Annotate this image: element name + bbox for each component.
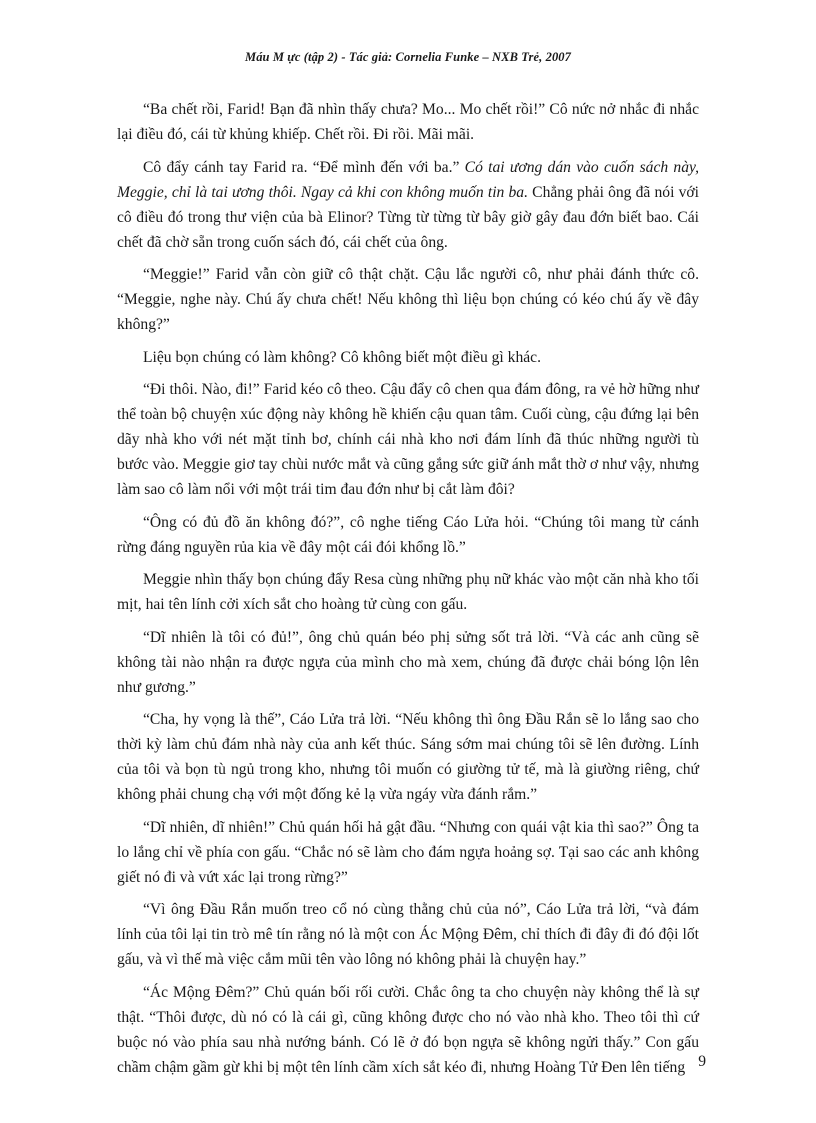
paragraph <box>117 897 699 972</box>
text-segment: “Dĩ nhiên, dĩ nhiên!” Chủ quán hối hả gật đầu. “Nhưng con quái vật kia thì sao?” Ông ta lo lắng chỉ về phía con gấu. “Chắc nó sẽ làm cho đám ngựa hoảng sợ. Tại sao các anh không giết nó đi và vứt xác lại trong rừng?” <box>117 818 699 886</box>
text-segment: “Đi thôi. Nào, đi!” Farid kéo cô theo. Cậu đẩy cô chen qua đám đông, ra vẻ hờ hững như thể toàn bộ chuyện xúc động này không hề khiến cậu quan tâm. Cuối cùng, cậu đứng lại bên dãy nhà kho với nét mặt tỉnh bơ, chính cái nhà kho nơi đám lính đã thúc những người tù bước vào. Meggie giơ tay chùi nước mắt và cũng gắng sức giữ ánh mắt thờ ơ như vậy, nhưng làm sao cô làm nổi với một trái tim đau đớn như bị cắt làm đôi? <box>117 381 699 498</box>
text-segment: “Ông có đủ đồ ăn không đó?”, cô nghe tiếng Cáo Lửa hỏi. “Chúng tôi mang từ cánh rừng đáng nguyền rủa kia về đây một cái đói khổng lồ.” <box>117 513 699 556</box>
paragraph <box>117 567 699 617</box>
text-segment: “Cha, hy vọng là thế”, Cáo Lửa trả lời. “Nếu không thì ông Đầu Rắn sẽ lo lắng sao cho thời kỳ làm chủ đám nhà này của anh kết thúc. Sáng sớm mai chúng tôi sẽ lên đường. Lính của tôi và bọn tù ngủ trong kho, nhưng tôi muốn có giường tử tế, mà là giường riêng, chứ không phải chung chạ với một đống kẻ lạ vừa ngáy vừa đánh rắm.” <box>117 711 699 803</box>
paragraph <box>117 980 699 1080</box>
page-number: 9 <box>698 1053 706 1070</box>
paragraph <box>117 97 699 147</box>
text-segment: “Ác Mộng Đêm?” Chủ quán bối rối cười. Chắc ông ta cho chuyện này không thể là sự thật. “Thôi được, dù nó có là cái gì, cũng không được cho nó vào nhà kho. Theo tôi thì cứ buộc nó vào phía sau nhà nướng bánh. Có lẽ ở đó bọn ngựa sẽ không ngửi thấy.” Con gấu chầm chậm gầm gừ khi bị một tên lính cầm xích sắt kéo đi, nhưng Hoàng Tử Đen lên tiếng <box>117 983 699 1076</box>
paragraph <box>117 510 699 560</box>
paragraph <box>117 707 699 807</box>
text-segment: “Dĩ nhiên là tôi có đủ!”, ông chủ quán béo phị sửng sốt trả lời. “Và các anh cũng sẽ không tài nào nhận ra được ngựa của mình cho mà xem, chúng đã được chải bóng lộn lên như gương.” <box>117 628 699 696</box>
text-segment: “Meggie!” Farid vẫn còn giữ cô thật chặt. Cậu lắc người cô, như phải đánh thức cô. “Meggie, nghe này. Chú ấy chưa chết! Nếu không thì liệu bọn chúng có kéo chú ấy về đây không?” <box>117 266 699 333</box>
paragraph <box>117 625 699 700</box>
text-segment: Cô đẩy cánh tay Farid ra. “Để mình đến với ba.” <box>143 158 465 176</box>
text-segment: Liệu bọn chúng có làm không? Cô không biết một điều gì khác. <box>143 348 541 366</box>
text-segment: “Vì ông Đầu Rắn muốn treo cổ nó cùng thằng chủ của nó”, Cáo Lửa trả lời, “và đám lính của tôi lại tin trò mê tín rằng nó là một con Ác Mộng Đêm, chỉ thích đi đây đi đó đội lốt gấu, và vì thế mà việc cắm mũi tên vào lông nó không phải là chuyện hay.” <box>117 901 699 968</box>
running-header: Máu M ực (tập 2) - Tác giả: Cornelia Funke – NXB Trẻ, 2007 <box>244 50 572 64</box>
text-segment: Meggie nhìn thấy bọn chúng đẩy Resa cùng những phụ nữ khác vào một căn nhà kho tối mịt, hai tên lính cởi xích sắt cho hoàng tử cùng con gấu. <box>117 571 699 613</box>
paragraph <box>117 377 699 502</box>
paragraph <box>117 815 699 890</box>
text-segment: “Ba chết rồi, Farid! Bạn đã nhìn thấy chưa? Mo... Mo chết rồi!” Cô nức nở nhắc đi nhắc lại điều đó, cái từ khủng khiếp. Chết rồi. Đi rồi. Mãi mãi. <box>117 101 699 143</box>
paragraph <box>117 262 699 337</box>
italic-text-segment: Có tai ương dán vào cuốn sách này, Meggie, chỉ là tai ương thôi. Ngay cả khi con không muốn tin ba. <box>117 158 699 201</box>
text-segment: Chẳng phải ông đã nói với cô điều đó trong thư viện của bà Elinor? Từng từ từng từ bây giờ gây đau đớn biết bao. Cái chết đã chờ sẵn trong cuốn sách đó, cái chết của ông. <box>117 183 699 251</box>
paragraph <box>117 155 699 255</box>
body-text <box>117 97 699 1080</box>
paragraph <box>117 345 699 370</box>
